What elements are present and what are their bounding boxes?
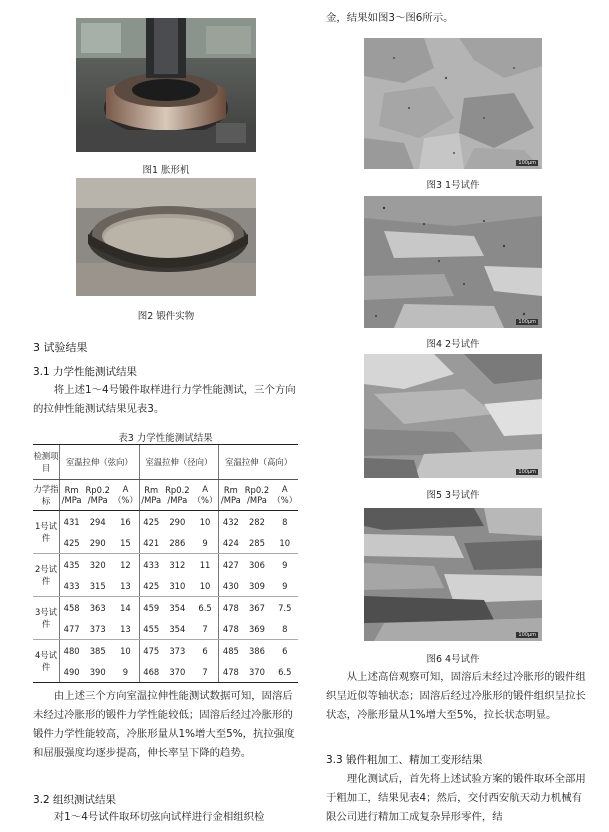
section-3-1-paragraph: 将上述1～4号锻件取样进行力学性能测试，三个方向的拉伸性能测试结果见表3。 <box>33 384 296 415</box>
figure-5-micrograph <box>364 354 542 478</box>
continued-text: 金，结果如图3～图6所示。 <box>326 12 454 24</box>
table-cell: 435 <box>60 554 84 576</box>
table-cell: 425 <box>139 575 163 597</box>
table-header-item: 检测项目 <box>33 445 60 480</box>
mechanical-properties-table <box>33 444 298 683</box>
table-cell: 310 <box>163 575 192 597</box>
table-cell: 13 <box>112 618 139 640</box>
figure-6-caption: 图6 4号试件 <box>426 654 480 665</box>
figure-3-micrograph <box>364 38 542 169</box>
figure-4-caption: 图4 2号试件 <box>426 339 480 350</box>
table-cell: 458 <box>60 597 84 619</box>
table-cell: 386 <box>248 645 265 656</box>
figure-5-caption: 图5 3号试件 <box>426 490 480 501</box>
table-header-rp: Rp0.2 /MPa <box>163 480 192 511</box>
table-cell: 286 <box>163 532 192 554</box>
table-cell: 11 <box>199 559 211 570</box>
table-cell: 9 <box>192 532 219 554</box>
right-paragraph-1: 从上述高倍观察可知，固溶后未经过冷胀形的锻件组织呈近似等轴状态；固溶后经过冷胀形的锻件组织呈拉长状态，冷胀形量从1%增大至5%，拉长状态明显。 <box>326 671 586 721</box>
table-header-axial: 室温拉伸（高向） <box>219 445 298 480</box>
table-cell: 10 <box>271 532 298 554</box>
table-cell: 485 <box>219 640 243 662</box>
section-3-2-heading: 3.2 组织测试结果 <box>33 794 117 806</box>
table-body <box>33 511 298 683</box>
table-cell: 425 <box>60 532 84 554</box>
table-cell: 427 <box>219 554 243 576</box>
figure-3-caption: 图3 1号试件 <box>426 180 480 191</box>
table-header-rp: Rp0.2 /MPa <box>242 480 271 511</box>
table-header-rm: Rm /MPa <box>60 480 84 511</box>
table-cell: 433 <box>139 554 163 576</box>
table-header-a: A （%） <box>112 480 139 511</box>
table-cell: 6.5 <box>271 661 298 683</box>
figure-1-caption: 图1 胀形机 <box>142 165 190 176</box>
table-cell: 294 <box>89 516 106 527</box>
table-row <box>33 661 298 683</box>
table-cell: 468 <box>139 661 163 683</box>
specimen-label: 1号试件 <box>33 511 60 554</box>
table-cell: 9 <box>282 559 288 570</box>
table-cell: 385 <box>89 645 106 656</box>
table-cell: 370 <box>163 661 192 683</box>
table-header-rm: Rm /MPa <box>219 480 243 511</box>
table-cell: 6 <box>202 645 208 656</box>
table-cell: 320 <box>89 559 106 570</box>
table-cell: 16 <box>120 516 131 527</box>
table-cell: 285 <box>242 532 271 554</box>
table-cell: 15 <box>112 532 139 554</box>
specimen-label: 3号试件 <box>33 597 60 640</box>
table-cell: 373 <box>83 618 112 640</box>
table-row <box>33 597 298 619</box>
table-cell: 282 <box>248 516 265 527</box>
specimen-label: 2号试件 <box>33 554 60 597</box>
table-header-a: A （%） <box>192 480 219 511</box>
table-cell: 433 <box>60 575 84 597</box>
table-cell: 14 <box>120 602 131 613</box>
table-cell: 10 <box>192 575 219 597</box>
table-cell: 6 <box>282 645 288 656</box>
table-cell: 13 <box>112 575 139 597</box>
section-3-1-heading: 3.1 力学性能测试结果 <box>33 366 138 378</box>
table-header-rp: Rp0.2 /MPa <box>83 480 112 511</box>
table-header-index: 力学指标 <box>33 480 60 511</box>
scale-bar: 100μm <box>518 469 536 475</box>
table-cell: 315 <box>83 575 112 597</box>
table-header-a: A （%） <box>271 480 298 511</box>
specimen-label: 4号试件 <box>33 640 60 683</box>
figure-2-image <box>76 178 256 296</box>
table-cell: 367 <box>248 602 265 613</box>
table-cell: 425 <box>139 511 163 533</box>
table-cell: 9 <box>112 661 139 683</box>
table-cell: 363 <box>89 602 106 613</box>
table-header-rm: Rm /MPa <box>139 480 163 511</box>
table-cell: 430 <box>219 575 243 597</box>
table-cell: 370 <box>242 661 271 683</box>
table-cell: 354 <box>163 618 192 640</box>
table-cell: 312 <box>169 559 186 570</box>
scale-bar: 100μm <box>518 319 536 325</box>
table-cell: 373 <box>169 645 186 656</box>
table-cell: 390 <box>83 661 112 683</box>
table-cell: 290 <box>83 532 112 554</box>
after-table-paragraph: 由上述三个方向室温拉伸性能测试数据可知，固溶后未经过冷胀形的锻件力学性能较低；固溶后经过冷胀形的锻件力学性能较高，冷胀形量从1%增大至5%，抗拉强度和屈服强度均逐步提高，伸长率呈下降的趋势。 <box>33 690 295 759</box>
table-cell: 7 <box>192 618 219 640</box>
section-3-heading: 3 试验结果 <box>33 341 88 354</box>
table-row <box>33 575 298 597</box>
section-3-3-paragraph: 理化测试后，首先将上述试验方案的锻件取环全部用于粗加工，结果见表4；然后，交付西安航天动力机械有限公司进行精加工成复杂异形零件，结 <box>326 773 586 823</box>
table-header-chord: 室温拉伸（弦向） <box>60 445 140 480</box>
table-header-radial: 室温拉伸（径向） <box>139 445 219 480</box>
section-3-2-paragraph: 对1～4号试件取环切弦向试样进行金相组织检 <box>53 811 265 823</box>
table-row <box>33 618 298 640</box>
table-cell: 6.5 <box>198 602 212 613</box>
figure-6-micrograph <box>364 508 542 641</box>
table-cell: 478 <box>219 661 243 683</box>
table-cell: 7 <box>192 661 219 683</box>
table-cell: 10 <box>120 645 131 656</box>
table-cell: 8 <box>282 516 288 527</box>
table-cell: 475 <box>139 640 163 662</box>
table-cell: 421 <box>139 532 163 554</box>
table-cell: 8 <box>271 618 298 640</box>
table-row <box>33 554 298 576</box>
table-cell: 459 <box>139 597 163 619</box>
scale-bar: 100μm <box>518 632 536 638</box>
table-cell: 9 <box>271 575 298 597</box>
table-cell: 432 <box>219 511 243 533</box>
figure-2-caption: 图2 锻件实物 <box>137 311 195 322</box>
table-cell: 369 <box>242 618 271 640</box>
table-cell: 424 <box>219 532 243 554</box>
table-cell: 10 <box>199 516 211 527</box>
table-cell: 354 <box>169 602 186 613</box>
table-3-title: 表3 力学性能测试结果 <box>118 433 213 444</box>
table-cell: 290 <box>169 516 186 527</box>
table-cell: 480 <box>60 640 84 662</box>
table-cell: 431 <box>60 511 84 533</box>
table-cell: 309 <box>242 575 271 597</box>
table-cell: 455 <box>139 618 163 640</box>
table-cell: 7.5 <box>278 602 292 613</box>
scale-bar: 100μm <box>518 160 536 166</box>
table-cell: 478 <box>219 597 243 619</box>
figure-1-image <box>76 18 256 152</box>
table-row <box>33 640 298 662</box>
table-row <box>33 532 298 554</box>
table-cell: 478 <box>219 618 243 640</box>
table-cell: 306 <box>248 559 265 570</box>
table-cell: 477 <box>60 618 84 640</box>
section-3-3-heading: 3.3 锻件粗加工、精加工变形结果 <box>326 754 483 766</box>
table-cell: 12 <box>120 559 131 570</box>
figure-4-micrograph <box>364 196 542 328</box>
table-row <box>33 511 298 533</box>
table-cell: 490 <box>60 661 84 683</box>
